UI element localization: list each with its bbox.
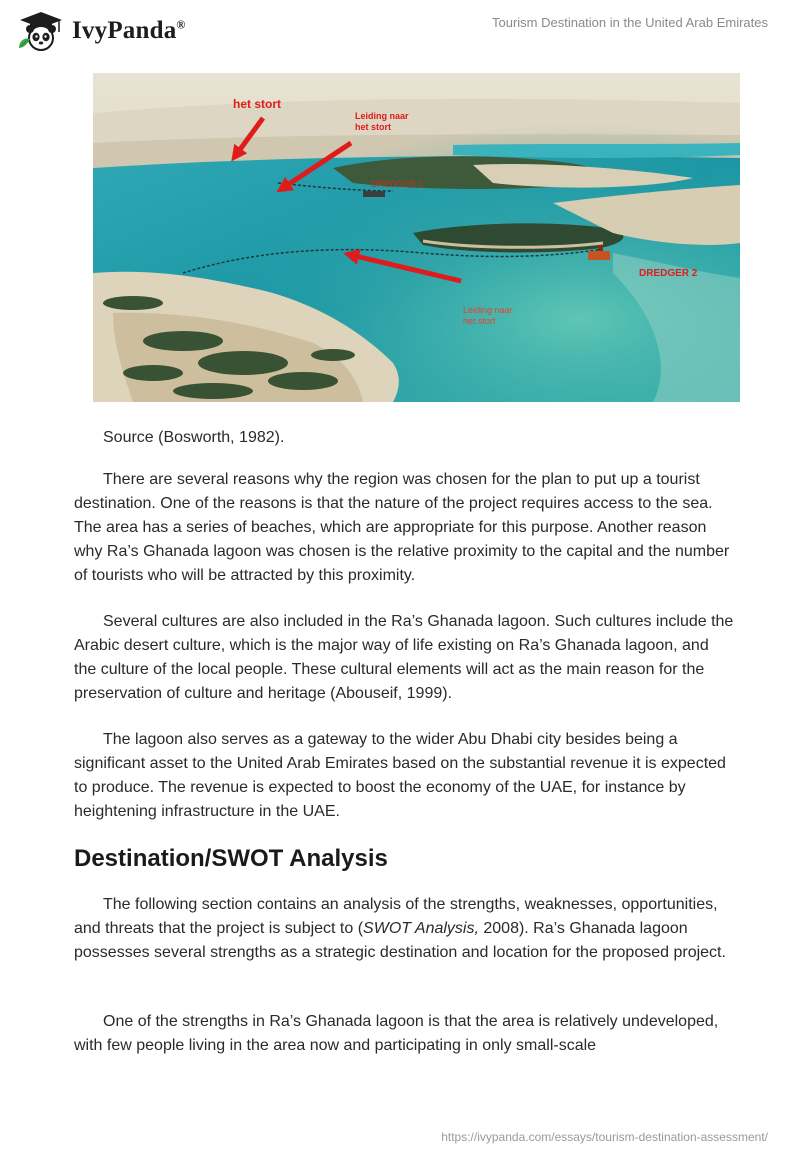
label-leiding-2b: het stort xyxy=(463,316,496,326)
paragraph-cultures: Several cultures are also included in the Ra’s Ghanada lagoon. Such cultures include the Arabic desert culture, which is the major way of life existing on Ra’s Ghanada lagoon, and the culture of the local people. These cultural elements will act as the main reason for the preservation of culture and heritage (Abouseif, 1999). xyxy=(74,613,734,702)
label-leiding-1b: het stort xyxy=(355,122,391,132)
running-title: Tourism Destination in the United Arab Emirates xyxy=(491,15,768,30)
ivypanda-logo[interactable] xyxy=(16,10,186,52)
figure-source: Source (Bosworth, 1982). xyxy=(103,429,285,446)
section-heading: Destination/SWOT Analysis xyxy=(74,845,388,872)
label-het-stort: het stort xyxy=(233,97,281,111)
page-header xyxy=(0,0,800,60)
swot-intro-tail: 2008). Ra’s Ghanada lagoon possesses several strengths as a strategic destination and location for the proposed project. xyxy=(74,920,726,961)
label-leiding-1a: Leiding naar xyxy=(355,111,409,121)
swot-intro-text: The following section contains an analysis of the strengths, weaknesses, opportunities, and threats that the project is subject to ( xyxy=(74,896,718,937)
logo-wordmark: IvyPanda® xyxy=(72,17,186,44)
label-leiding-2a: Leiding naar xyxy=(463,305,513,315)
paragraph-gateway: The lagoon also serves as a gateway to the wider Abu Dhabi city besides being a significant asset to the United Arab Emirates based on the substantial revenue it is expected to produce. The revenue is expected to boost the economy of the UAE, for instance by heightening infrastructure in the UAE. xyxy=(74,731,726,820)
paragraph-swot-intro xyxy=(74,893,734,965)
label-dredger-1: DREDGER 1 xyxy=(371,179,424,189)
label-dredger-2: DREDGER 2 xyxy=(639,268,698,279)
source-url[interactable]: https://ivypanda.com/essays/tourism-destination-assessment/ xyxy=(441,1130,768,1144)
aerial-lagoon-photo xyxy=(93,73,740,402)
paragraph-strengths: One of the strengths in Ra’s Ghanada lagoon is that the area is relatively undeveloped, with few people living in the area now and participating in only small-scale xyxy=(74,1013,719,1054)
paragraph-reasons: There are several reasons why the region was chosen for the plan to put up a tourist destination. One of the reasons is that the nature of the project requires access to the sea. The area has a series of beaches, which are appropriate for this purpose. Another reason why Ra’s Ghanada lagoon was chosen is the relative proximity to the capital and the number of tourists who will be attracted by this proximity. xyxy=(74,471,730,584)
swot-citation: SWOT Analysis, xyxy=(363,920,479,937)
panda-graduate-icon xyxy=(16,10,66,52)
